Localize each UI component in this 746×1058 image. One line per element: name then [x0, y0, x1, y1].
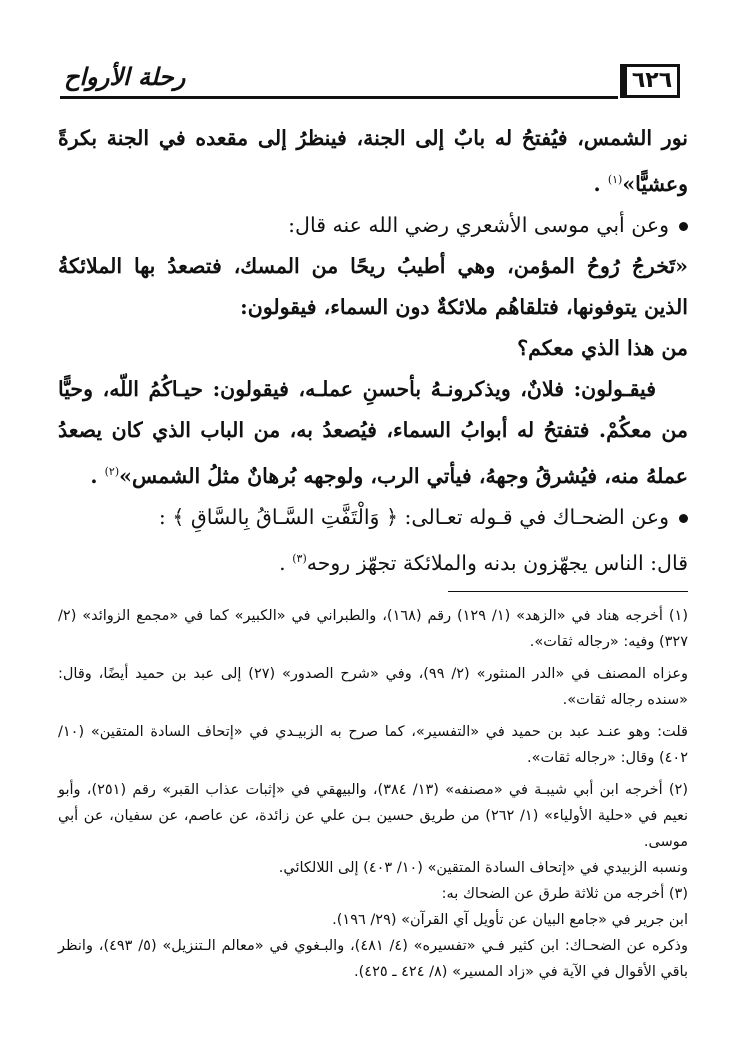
page-number: ٦٢٦ [620, 64, 680, 98]
paragraph-5 [58, 369, 688, 497]
paragraph-6-text: وعن الضحـاك في قـوله تعـالى: ﴿ وَالْتَفَّتِ السَّـاقُ بِالسَّاقِ ﴾ : [158, 504, 669, 529]
footnote-2b: ونسبه الزبيدي في «إتحاف السادة المتقين» (١٠/ ٤٠٣) إلى اللالكائي. [278, 860, 688, 876]
paragraph-7 [58, 538, 688, 584]
paragraph-2-text: وعن أبي موسى الأشعري رضي الله عنه قال: [288, 212, 669, 237]
footnote-ref-2: (٢) [104, 464, 120, 478]
footnote-3c: وذكره عن الضحـاك: ابن كثير فـي «تفسيره» (٤/ ٤٨١)، والبـغوي في «معالم الـتنزيل» (٥/ ٤٩٣)، وانظر باقي الأقوال في الآية في «زاد المسير» (٨/ ٤٢٤ ـ ٤٢٥). [58, 938, 688, 980]
bullet-icon [679, 514, 688, 523]
footnote-3a: (٣) أخرجه من ثلاثة طرق عن الضحاك به: [441, 886, 688, 902]
footnote-1b: وعزاه المصنف في «الدر المنثور» (٢/ ٩٩)، وفي «شرح الصدور» (٢٧) إلى عبد بن حميد أيضًا، وقال: «سنده رجاله ثقات». [58, 666, 689, 708]
footnote-divider [448, 591, 688, 592]
paragraph-6 [58, 497, 688, 538]
paragraph-2 [58, 205, 688, 246]
footnote-1c: قلت: وهو عنـد عبد بن حميد في «التفسير»، كما صرح به الزبيـدي في «إتحاف السادة المتقين» (١٠/ ٤٠٢) وقال: «رجاله ثقات». [58, 724, 688, 766]
paragraph-3: «تَخرجُ رُوحُ المؤمن، وهي أطيبُ ريحًا من المسك، فتصعدُ بها الملائكةُ الذين يتوفونها، فتلقاهُم ملائكةٌ دون السماء، فيقولون: [58, 253, 688, 319]
footnote-ref-1: (١) [607, 173, 623, 186]
paragraph-1-end: . [593, 171, 608, 196]
paragraph-7-text: قال: الناس يجهّزون بدنه والملائكة تجهّز روحه [306, 550, 688, 575]
main-text [58, 118, 688, 583]
footnote-2a: (٢) أخرجه ابن أبي شيبـة في «مصنفه» (١٣/ ٣٨٤)، والبيهقي في «إثبات عذاب القبر» رقم (٢٥١)، وأبو نعيم في «حلية الأولياء» (١/ ٢٦٢) من طريق حسين بـن علي عن زائدة، عن عاصم، عن سفيان، عن أبي موسى. [58, 782, 689, 850]
paragraph-4: من هذا الذي معكم؟ [517, 335, 688, 360]
paragraph-1-text: نور الشمس، فيُفتحُ له بابٌ إلى الجنة، فينظرُ إلى مقعده في الجنة بكرةً وعشيًّا» [58, 126, 688, 196]
footnotes [58, 603, 688, 985]
header-rule [60, 96, 618, 99]
footnote-3b: ابن جرير في «جامع البيان عن تأويل آي القرآن» (٢٩/ ١٩٦). [332, 912, 688, 928]
footnote-ref-3: (٣) [292, 551, 307, 565]
paragraph-1 [58, 118, 688, 205]
running-title: رحلة الأرواح [64, 62, 186, 91]
paragraph-5-end: . [90, 463, 105, 488]
paragraph-7-end: . [279, 550, 293, 575]
paragraph-5-text: فيقـولون: فلانٌ، ويذكرونـهُ بأحسنِ عملـه، فيقولون: حيـاكُمُ اللّه، وحيًّا من معكُمْ. فتفتحُ له أبوابُ السماء، فيُصعدُ به، من الباب الذي كان يصعدُ عملهُ منه، فيُشرقُ وجههُ، فيأتي الرب، ولوجهه بُرهانٌ مثلُ الشمس» [58, 376, 688, 488]
page-header [60, 62, 680, 102]
footnote-1a: (١) أخرجه هناد في «الزهد» (١/ ١٢٩) رقم (١٦٨)، والطبراني في «الكبير» كما في «مجمع الزوائد» (٢/ ٣٢٧) وفيه: «رجاله ثقات». [58, 608, 688, 650]
bullet-icon [679, 222, 688, 231]
